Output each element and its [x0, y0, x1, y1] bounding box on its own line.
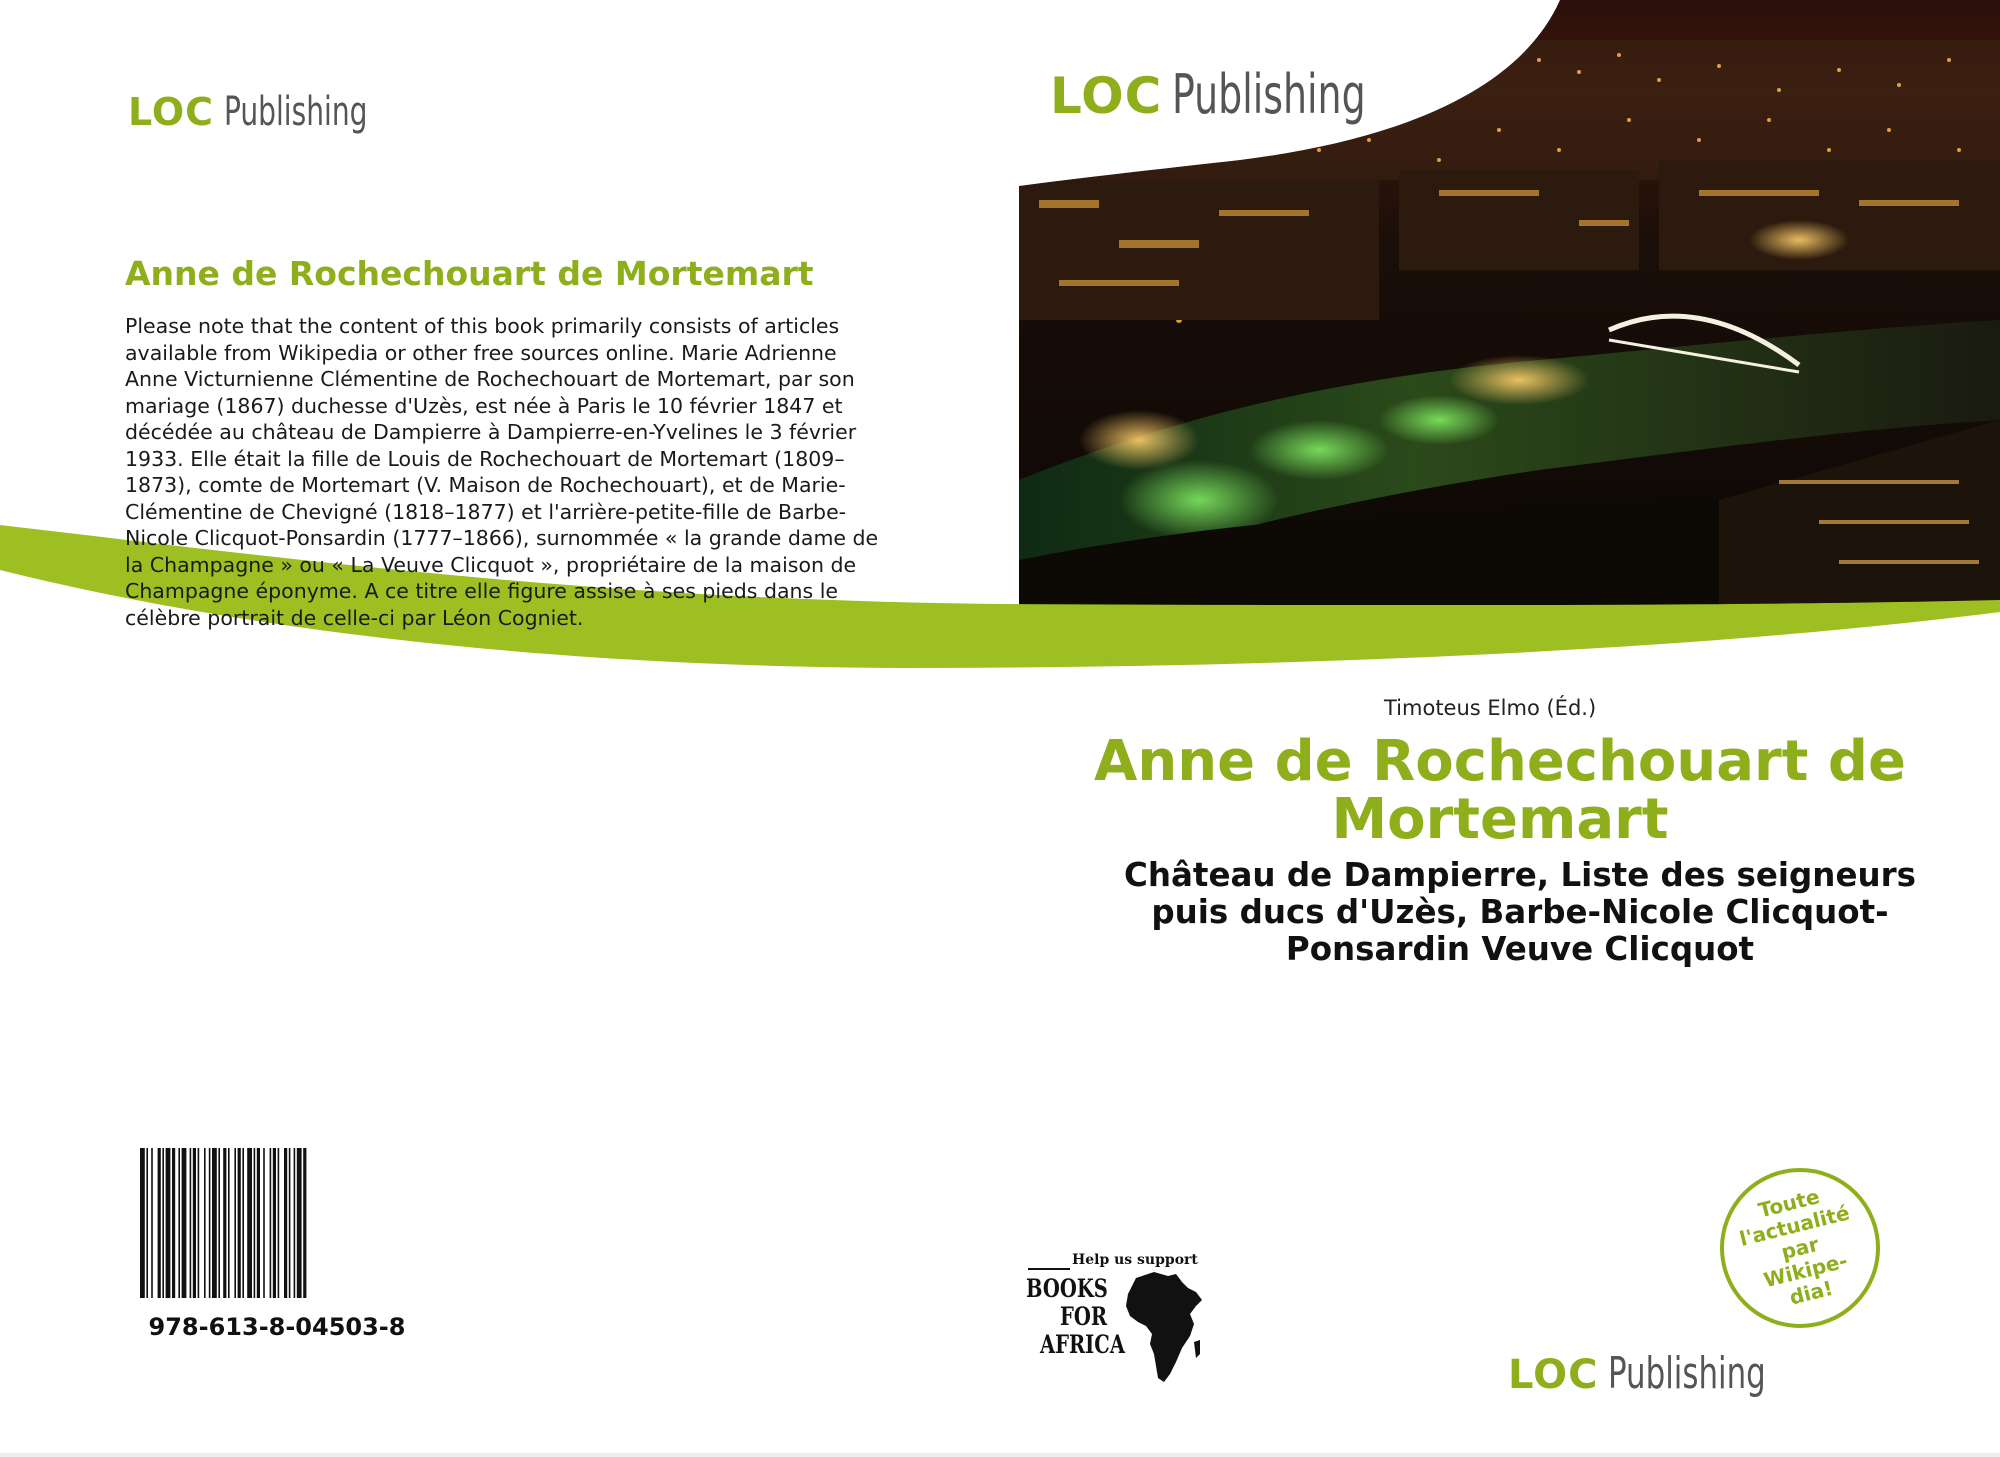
back-cover-title: Anne de Rochechouart de Mortemart [125, 254, 814, 293]
wikipedia-stamp [1720, 1168, 1880, 1328]
barcode-bar [218, 1148, 220, 1298]
barcode-bar [178, 1148, 180, 1298]
barcode-bar [140, 1148, 145, 1298]
back-cover-blurb: Please note that the content of this book primarily consists of articles available from Wikipedia or other free sources online. Marie Adrienne Anne Victurnienne Clémentine de Rochechouart de Mortemart, par son mariage (1867) duchesse d'Uzès, est née à Paris le 10 février 1847 et décédée au château de Dampierre à Dampierre-en-Yvelines le 3 février 1933. Elle était la fille de Louis de Rochechouart de Mortemart (1809–1873), comte de Mortemart (V. Maison de Rochechouart), et de Marie-Clémentine de Chevigné (1818–1877) et l'arrière-petite-fille de Barbe-Nicole Clicquot-Ponsardin (1777–1866), surnommée « la grande dame de la Champagne » ou « La Veuve Clicquot », propriétaire de la maison de Champagne éponyme. A ce titre elle figure assise à ses pieds dans le célèbre portrait de celle-ci par Léon Cogniet. [125, 314, 879, 630]
bfa-word-for: FOR [1060, 1302, 1108, 1331]
editor-name: Timoteus Elmo (Éd.) [1384, 696, 1597, 720]
logo-publishing: Publishing [1172, 63, 1366, 126]
barcode-bar [198, 1148, 200, 1298]
barcode-bar [172, 1148, 175, 1298]
bfa-help-text: Help us support [1072, 1252, 1198, 1268]
barcode-bar [289, 1148, 291, 1298]
publisher-logo-back [128, 89, 408, 135]
bfa-word-africa: AFRICA [1040, 1330, 1125, 1359]
barcode-bar [223, 1148, 226, 1298]
barcode-bar [212, 1148, 217, 1298]
logo-publishing: Publishing [1608, 1348, 1767, 1399]
barcode-bar [204, 1148, 206, 1298]
barcode [138, 1148, 416, 1298]
barcode-bar [151, 1148, 153, 1298]
logo-loc: LOC [1050, 67, 1163, 125]
bfa-rule [1028, 1268, 1070, 1270]
barcode-bar [182, 1148, 187, 1298]
barcode-bar [228, 1148, 230, 1298]
barcode-bar [234, 1148, 236, 1298]
barcode-bar [270, 1148, 272, 1298]
barcode-bar [158, 1148, 161, 1298]
stamp-text: Toute l'actualité par Wikipe-dia! [1736, 1183, 1852, 1310]
barcode-bar [247, 1148, 252, 1298]
barcode-bar [294, 1148, 296, 1298]
bfa-word-books: BOOKS [1026, 1274, 1108, 1303]
logo-publishing: Publishing [224, 89, 368, 135]
barcode-bar [193, 1148, 196, 1298]
publisher-logo-front-bottom [1508, 1348, 1811, 1399]
logo-loc: LOC [1508, 1352, 1599, 1398]
barcode-bar [166, 1148, 171, 1298]
barcode-bar [209, 1148, 211, 1298]
front-cover-title: Anne de Rochechouart de Mortemart [1094, 729, 1906, 852]
barcode-bar [242, 1148, 244, 1298]
barcode-bar [162, 1148, 164, 1298]
logo-loc: LOC [128, 90, 215, 134]
barcode-bar [278, 1148, 280, 1298]
barcode-bar [284, 1148, 287, 1298]
africa-map-icon [1124, 1270, 1204, 1385]
barcode-bar [254, 1148, 256, 1298]
front-cover-subtitle: Château de Dampierre, Liste des seigneurs puis ducs d'Uzès, Barbe-Nicole Clicquot-Ponsardin Veuve Clicquot [1123, 856, 1916, 968]
barcode-bar [263, 1148, 265, 1298]
barcode-bar [273, 1148, 276, 1298]
barcode-bar [190, 1148, 192, 1298]
isbn-number: 978-613-8-04503-8 [148, 1313, 406, 1341]
barcode-bar [257, 1148, 260, 1298]
barcode-bar [297, 1148, 302, 1298]
barcode-bar [303, 1148, 306, 1298]
publisher-logo-front-top [1050, 63, 1421, 126]
barcode-bar [238, 1148, 241, 1298]
barcode-bar [146, 1148, 148, 1298]
